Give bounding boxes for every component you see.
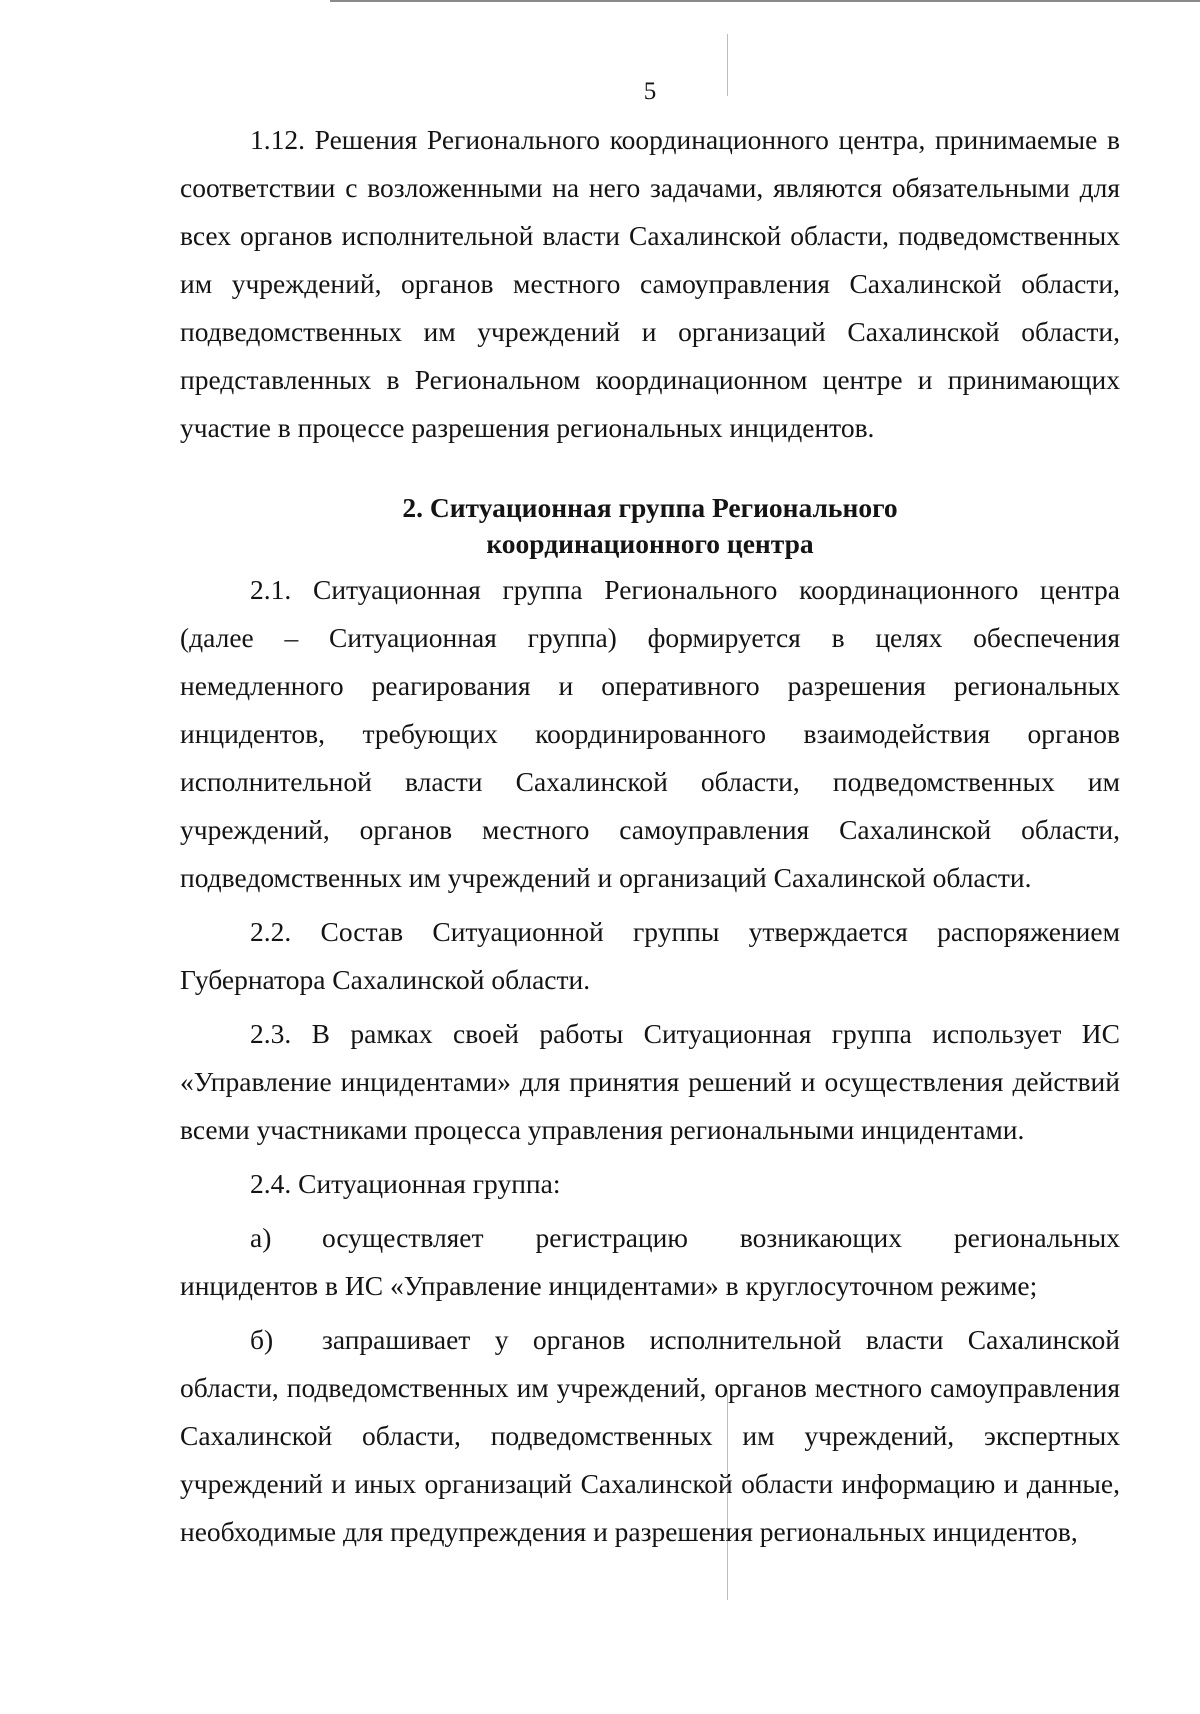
top-scan-edge [330,0,1200,2]
paragraph-2-4: 2.4. Ситуационная группа: [250,1168,561,1199]
document-body [180,116,1120,1556]
section-2-heading-line-1: 2. Ситуационная группа Регионального [402,492,898,523]
paragraph-1-12: 1.12. Решения Регионального координационного центра, принимаемые в соответствии с возложенными на него задачами, являются обязательными для всех органов исполнительной власти Сахалинской области, подведомственных им учреждений, органов местного самоуправления Сахалинской области, подведомственных им учреждений и организаций Сахалинской области, представленных в Региональном координационном центре и принимающих участие в процессе разрешения региональных инцидентов. [180,124,1120,443]
paragraph-2-2: 2.2. Состав Ситуационной группы утверждается распоряжением Губернатора Сахалинской области. [180,916,1120,995]
section-2-heading-line-2: координационного центра [486,528,814,559]
list-item-b [180,1316,1120,1556]
section-2-heading [180,490,1120,562]
paragraph-2-1: 2.1. Ситуационная группа Регионального координационного центра (далее – Ситуационная группа) формируется в целях обеспечения немедленного реагирования и оперативного разрешения региональных инцидентов, требующих координированного взаимодействия органов исполнительной власти Сахалинской области, подведомственных им учреждений, органов местного самоуправления Сахалинской области, подведомственных им учреждений и организаций Сахалинской области. [180,574,1120,893]
list-item-a [180,1214,1120,1310]
list-marker-a: а) [250,1222,272,1253]
list-text-a: осуществляет регистрацию возникающих региональных инцидентов в ИС «Управление инцидентами» в круглосуточном режиме; [180,1222,1120,1301]
list-text-b: запрашивает у органов исполнительной власти Сахалинской области, подведомственных им учреждений, органов местного самоуправления Сахалинской области, подведомственных им учреждений, экспертных учреждений и иных организаций Сахалинской области информацию и данные, необходимые для предупреждения и разрешения региональных инцидентов, [180,1324,1120,1547]
page-number: 5 [643,78,657,105]
list-marker-b: б) [250,1324,274,1355]
paragraph-2-3: 2.3. В рамках своей работы Ситуационная группа использует ИС «Управление инцидентами» для принятия решений и осуществления действий всеми участниками процесса управления региональными инцидентами. [180,1018,1120,1145]
